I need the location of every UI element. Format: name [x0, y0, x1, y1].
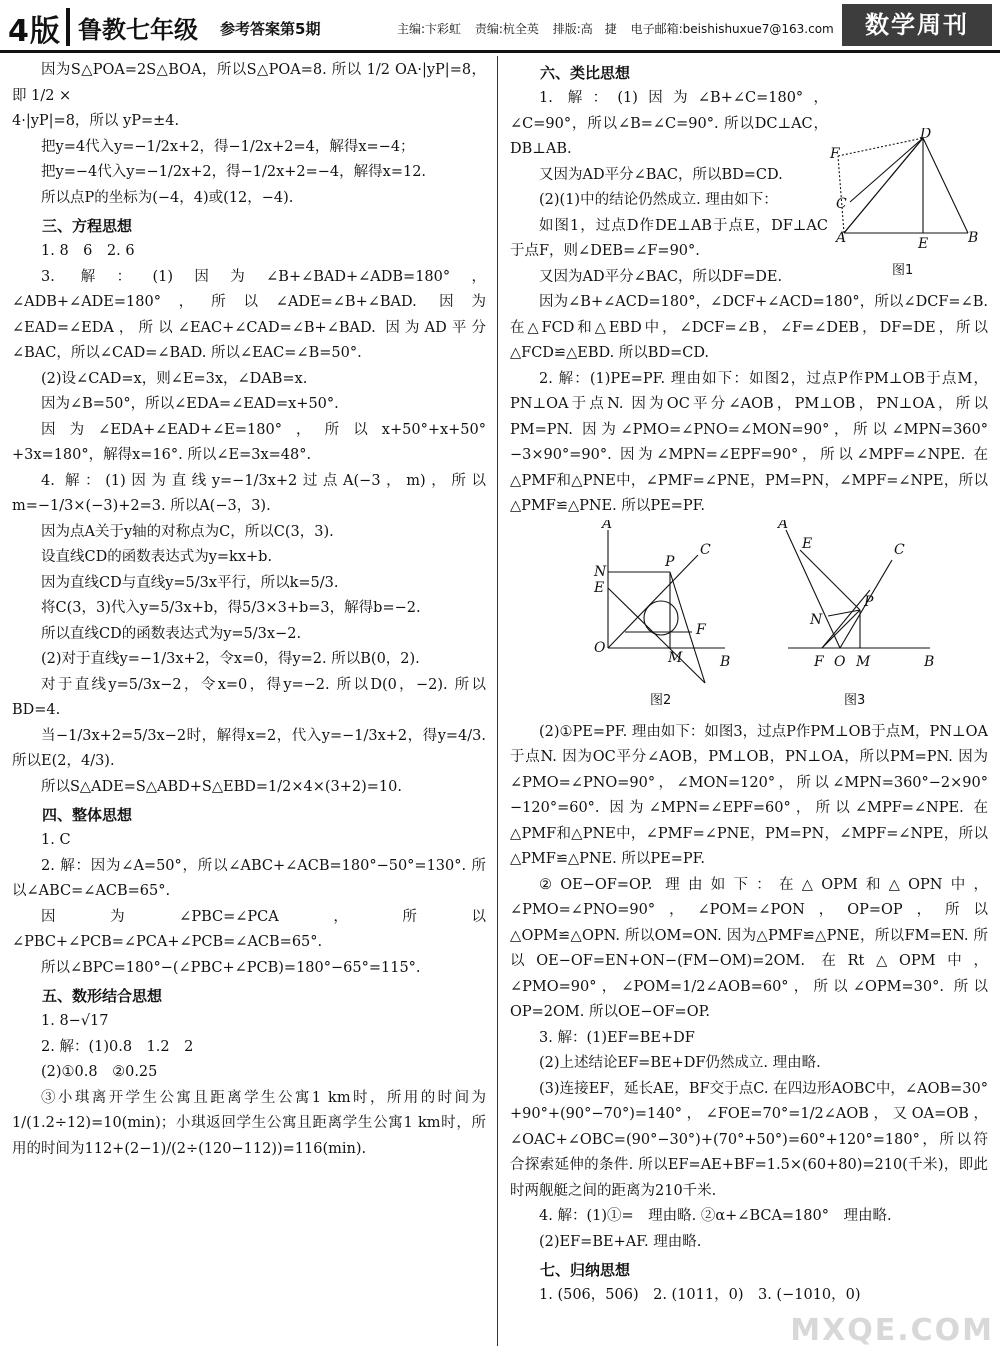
answer-paragraph: 1. 解：(1)因为∠B+∠C=180°，∠C=90°，所以∠B=∠C=90°. 所以DC⊥AC，DB⊥AB.: [510, 90, 828, 157]
fig2-label-P: P: [665, 553, 675, 570]
brand-logo: 数学周刊: [842, 4, 992, 46]
fig3-label-F: F: [814, 653, 824, 670]
answer-paragraph: 1. (506，506) 2. (1011，0) 3. (−1010，0): [539, 1287, 861, 1303]
fig1-label-A: A: [836, 230, 847, 246]
fig1-caption: 图1: [892, 263, 914, 278]
fig3-caption: 图3: [844, 692, 866, 708]
answer-paragraph: 因为∠B=50°，所以∠EDA=∠EAD=x+50°.: [41, 396, 339, 412]
fig1-label-D: D: [920, 128, 932, 142]
answer-paragraph: 因为直线CD与直线y=5/3x平行，所以k=5/3.: [41, 574, 339, 591]
answer-paragraph: 因为点A关于y轴的对称点为C，所以C(3，3).: [41, 523, 334, 540]
fig1-label-C: C: [836, 196, 847, 212]
answer-paragraph: 设直线CD的函数表达式为y=kx+b.: [41, 549, 273, 565]
answer-paragraph: (2)设∠CAD=x，则∠E=3x，∠DAB=x.: [41, 370, 308, 387]
answer-paragraph: (2)EF=BE+AF. 理由略.: [539, 1233, 702, 1250]
answer-paragraph: (2)(1)中的结论仍然成立. 理由如下：: [539, 192, 778, 208]
answer-paragraph: 把y=4代入y=−1/2x+2，得−1/2x+2=4，解得x=−4；: [41, 138, 415, 155]
fig3-label-E: E: [802, 535, 813, 552]
fig2-label-O: O: [594, 639, 606, 656]
responsible-editor-credit: 责编:杭全英: [474, 22, 539, 36]
answer-paragraph: 因为S△POA=2S△BOA，所以S△POA=8. 所以 1/2 OA·|yP|=8，即 1/2 ×: [12, 62, 486, 104]
answer-paragraph: 又因为AD平分∠BAC，所以DF=DE.: [539, 268, 783, 285]
answer-paragraph: (2)①0.8 ②0.25: [41, 1064, 158, 1080]
answer-paragraph: 所以∠BPC=180°−(∠PBC+∠PCB)=180°−65°=115°.: [41, 959, 421, 976]
figures-2-3-svg: [510, 520, 988, 720]
issue-title: 参考答案第5期: [220, 20, 321, 38]
answer-paragraph: 3. 解：(1)因为∠B+∠BAD+∠ADB=180°，∠ADB+∠ADE=180°，所以∠ADE=∠B+∠BAD. 因为∠EAD=∠EDA，所以∠EAC+∠CAD=∠B+∠BAD. 因为AD平分∠BAC，所以∠CAD=∠BAD. 所以∠EAC=∠B=50°.: [12, 268, 486, 361]
fig1-label-E: E: [918, 236, 929, 252]
left-column: [12, 58, 486, 1162]
fig2-label-N: N: [594, 563, 607, 580]
answer-paragraph: (2)对于直线y=−1/3x+2，令x=0，得y=2. 所以B(0，2).: [41, 651, 420, 667]
figure-1: [828, 128, 988, 278]
answer-paragraph: 1. C: [41, 832, 71, 848]
header-rule: [0, 50, 1000, 53]
edition-number: 4版: [8, 14, 61, 49]
watermark: MXQE.COM: [790, 1313, 994, 1348]
section-heading: 六、类比思想: [540, 64, 631, 82]
editor-credit: 主编:卞彩虹: [397, 22, 462, 36]
answer-paragraph: 因为∠B+∠ACD=180°，∠DCF+∠ACD=180°，所以∠DCF=∠B. 在△FCD和△EBD中，∠DCF=∠B，∠F=∠DEB，DF=DE，所以△FCD≌△EBD. 所以BD=CD.: [510, 294, 988, 361]
header-divider: [66, 8, 70, 46]
fig3-label-N: N: [810, 611, 823, 628]
fig2-label-M: M: [668, 649, 683, 666]
fig2-label-B: B: [720, 653, 731, 670]
right-column-bottom: [510, 720, 988, 1309]
answer-paragraph: 1. 8−√17: [41, 1013, 109, 1029]
answer-paragraph: 4. 解：(1)因为直线y=−1/3x+2过点A(−3，m)，所以m=−1/3×(−3)+2=3. 所以A(−3，3).: [12, 472, 486, 514]
section-heading: 三、方程思想: [42, 217, 133, 235]
fig3-label-C: C: [894, 541, 905, 558]
answer-paragraph: 2. 解：因为∠A=50°，所以∠ABC+∠ACB=180°−50°=130°. 所以∠ABC=∠ACB=65°.: [12, 857, 486, 899]
page-header: [0, 0, 1000, 52]
answer-paragraph: 2. 解：(1)PE=PF. 理由如下：如图2，过点P作PM⊥OB于点M，PN⊥OA于点N. 因为OC平分∠AOB，PM⊥OB，PN⊥OA，所以PM=PN. 因为∠PMO=∠PNO=∠MON=90°，所以∠MPN=360°−3×90°=90°. 因为∠MPN=∠EPF=90°，所以∠MPF=∠NPE. 在△PMF和△PNE中，∠PMF=∠PNE，PM=PN，∠MPF=∠NPE，所以△PMF≌△PNE. 所以PE=PF.: [510, 370, 988, 514]
answer-paragraph: 4·|yP|=8，所以 yP=±4.: [12, 113, 180, 129]
answer-paragraph: ②OE−OF=OP. 理由如下：在△OPM和△OPN中，∠PMO=∠PNO=90°，∠POM=∠PON，OP=OP，所以△OPM≌△OPN. 所以OM=ON. 因为△PMF≌△PNE，所以FM=EN. 所以OE−OF=EN+ON−(FM−OM)=2OM. 在Rt△OPM中，∠PMO=90°，∠POM=1/2∠AOB=60°，所以∠OPM=30°. 所以OP=2OM. 所以OE−OF=OP.: [510, 876, 988, 1020]
credits: [397, 20, 844, 37]
section-heading: 七、归纳思想: [540, 1261, 631, 1279]
answer-paragraph: 因为∠EDA+∠EAD+∠E=180°，所以x+50°+x+50°+3x=180°，解得x=16°. 所以∠E=3x=48°.: [12, 421, 486, 463]
answer-paragraph: ③小琪离开学生公寓且距离学生公寓1 km时，所用的时间为 1/(1.2÷12)=10(min)；小琪返回学生公寓且距离学生公寓1 km时，所用的时间为112+(2−1)/(2÷(120−112))=116(min).: [12, 1089, 486, 1157]
answer-paragraph: 所以直线CD的函数表达式为y=5/3x−2.: [41, 625, 302, 642]
fig3-label-O: O: [834, 653, 846, 670]
grade-title: 鲁教七年级: [78, 16, 198, 44]
answer-paragraph: 把y=−4代入y=−1/2x+2，得−1/2x+2=−4，解得x=12.: [41, 164, 427, 180]
fig3-label-B: B: [924, 653, 935, 670]
answer-paragraph: 如图1，过点D作DE⊥AB于点E，DF⊥AC于点F，则∠DEB=∠F=90°.: [510, 217, 828, 259]
column-divider: [497, 56, 498, 1346]
answer-paragraph: 1. 8 6 2. 6: [41, 243, 135, 259]
answer-paragraph: (3)连接EF，延长AE，BF交于点C. 在四边形AOBC中，∠AOB=30°+90°+(90°−70°)=140°，∠FOE=70°=1/2∠AOB，又OA=OB，∠OAC+∠OBC=(90°−30°)+(70°+50°)=60°+120°=180°，所以符合探索延伸的条件. 所以EF=AE+BF=1.5×(60+80)=210(千米)，即此时两舰艇之间的距离为210千米.: [510, 1080, 988, 1199]
answer-paragraph: 4. 解：(1)①= 理由略. ②α+∠BCA=180° 理由略.: [539, 1208, 892, 1224]
fig1-label-F: F: [830, 146, 840, 162]
email-credit: 电子邮箱:beishishuxue7@163.com: [630, 22, 834, 36]
answer-paragraph: 又因为AD平分∠BAC，所以BD=CD.: [539, 166, 783, 183]
answer-paragraph: (2)上述结论EF=BE+DF仍然成立. 理由略.: [539, 1055, 821, 1071]
section-heading: 四、整体思想: [42, 806, 133, 824]
section-heading: 五、数形结合思想: [42, 987, 163, 1005]
answer-paragraph: 所以S△ADE=S△ABD+S△EBD=1/2×4×(3+2)=10.: [41, 778, 402, 795]
fig2-label-E: E: [594, 579, 605, 596]
fig2-label-F: F: [696, 621, 706, 638]
fig3-label-M: M: [856, 653, 871, 670]
fig2-label-C: C: [700, 541, 711, 558]
answer-paragraph: 所以点P的坐标为(−4，4)或(12，−4).: [41, 189, 294, 206]
answer-paragraph: 将C(3，3)代入y=5/3x+b，得5/3×3+b=3，解得b=−2.: [41, 600, 421, 616]
answer-paragraph: 3. 解：(1)EF=BE+DF: [539, 1029, 695, 1046]
fig2-caption: 图2: [650, 692, 672, 708]
fig3-label-P: P: [864, 593, 874, 610]
layout-credit: 排版:高 捷: [552, 22, 617, 36]
answer-paragraph: (2)①PE=PF. 理由如下：如图3，过点P作PM⊥OB于点M，PN⊥OA于点N. 因为OC平分∠AOB，PM⊥OB，PN⊥OA，所以PM=PN. 因为∠PMO=∠PNO=90°，∠MON=120°，所以∠MPN=360°−2×90°−120°=60°. 因为∠MPN=∠EPF=60°，所以∠MPF=∠NPE. 在△PMF和△PNE中，∠PMF=∠PNE，PM=PN，∠MPF=∠NPE，所以△PMF≌△PNE. 所以PE=PF.: [510, 723, 988, 867]
answer-paragraph: 当−1/3x+2=5/3x−2时，解得x=2，代入y=−1/3x+2，得y=4/3. 所以E(2，4/3).: [12, 727, 486, 769]
answer-paragraph: 对于直线y=5/3x−2，令x=0，得y=−2. 所以D(0，−2). 所以BD=4.: [12, 676, 486, 718]
answer-paragraph: 2. 解：(1)0.8 1.2 2: [41, 1038, 194, 1055]
fig1-label-B: B: [968, 230, 979, 246]
figure-2-and-3: [510, 520, 988, 720]
answer-paragraph: 因为∠PBC=∠PCA，所以∠PBC+∠PCB=∠PCA+∠PCB=∠ACB=65°.: [12, 908, 486, 950]
fig3-label-A: A: [778, 519, 789, 532]
fig2-label-A: A: [602, 519, 613, 532]
